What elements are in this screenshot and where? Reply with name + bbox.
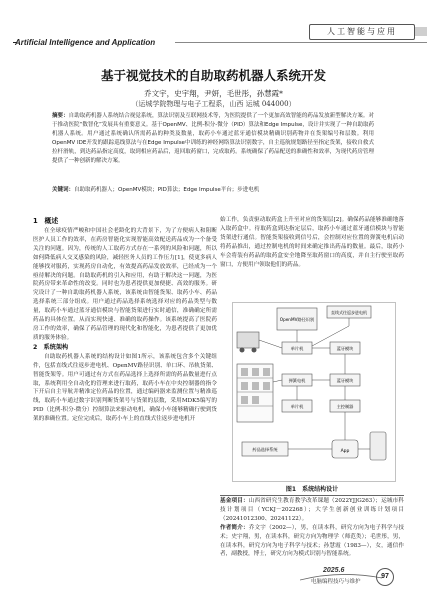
footer-year: 2025.6 xyxy=(323,567,345,574)
node-single-chip-2-label: 单片机 xyxy=(290,404,304,409)
column-label: Artificial Intelligence and Application xyxy=(15,38,156,47)
node-spring-motor xyxy=(282,374,312,386)
keywords-text: 自助取药机器人；OpenMV模块；PID算法；Edge Impulse平台；步进电机 xyxy=(74,187,260,193)
node-motor-label: 直线式往返步进电机 xyxy=(331,310,367,315)
node-openmv-label: OpenMV路径识别 xyxy=(279,317,315,322)
abstract xyxy=(52,112,374,166)
funding-label: 基金项目： xyxy=(220,498,249,504)
system-architecture-diagram xyxy=(232,302,396,482)
section-1-text: 在全球疫情严峻和中国社会老龄化的大背景下，为了方便病人和阻断医护人员工作的效率，在药房智能化实现智能高效配送药品成为一个备受关注的问题。因为，传统的人工取药方式存在一系列的风险和问题，所以如何降低病人交叉感染的风险，减轻医务人员的工作压力[1]，使更多病人能够找对服药，实现药房自动化，有效提高药品发放效率，已经成为一个亟待解决的问题。自助取药机的引入和应用，有助于解决这一问题，为医院药房带来革命性的改变。同时也为患者提供更加便捷、高效的服务。研究设计了一种自助取药机器人系统，该系统由智能货架、取药小车、药品选择系统三部分组成。用户通过药品选择系统选择对应的药品类型与数量，取药小车通过蓝牙通信模块与智能货架进行实时通信，准确确定所需药品的具体位置。从而实现快速、准确的取药操作。该系统提高了医院药房工作的效率，确保了药品管理的现代化和智能化，为患者提供了更加优质的服务体验。 xyxy=(33,228,217,341)
section-2-text: 自助取药机器人系统的结构设计如图1所示，该系统包含多个关键组件，包括直线式往返步进电机、OpenMV路径识别、单口环、吊轨货架、智能货架等。用户可通过有方式在药品选择上选择所需的药品数量进行点取，系统利用全自动化的管理来进行取药，取药小车在中央控制器的指令下开启自主导航并精准定位药品的位置，通过编码器来监测位置与精准巡线，取药小车通过数字识别判断货架号与货架的层数，采用MDK5编写的PID（比例-积分-微分）控制算法来驱动电机，确保小车能够精确行驶到货架的准确位置。定位完成后，取药小车上的直线式往返步进电机开 xyxy=(33,353,217,423)
node-single-chip-2 xyxy=(282,400,312,412)
paper-title: 基于视觉技术的自助取药机器人系统开发 xyxy=(100,68,326,83)
node-main-ctrl-label: 主控制器 xyxy=(336,404,354,409)
column-tag-shade xyxy=(413,27,427,36)
node-single-chip xyxy=(282,342,312,354)
funding-rule xyxy=(220,495,404,496)
node-bt-2-label: 蓝牙模块 xyxy=(336,378,354,383)
paper-authors: 乔文宇，史宇翔，尹妍，毛世彤，孙慧霞* xyxy=(144,89,283,98)
footer-magazine-name: 电脑编程技巧与维护 xyxy=(311,579,361,585)
node-motor xyxy=(327,306,371,318)
figure-caption: 图1 系统结构设计 xyxy=(285,486,339,493)
page-number: 97 xyxy=(376,568,394,586)
node-bt-1 xyxy=(330,342,360,354)
abstract-label: 摘要： xyxy=(52,113,69,119)
funding-text: 山西省研究生教育教学改革课题（2022YJJG263）；运城市科技计划项目（YCKJ－202268）；大学生创新创业训练计划项目（20241012300、20241122）。 xyxy=(220,498,404,522)
node-openmv xyxy=(277,308,317,330)
right-column xyxy=(220,216,404,269)
node-single-chip-label: 单片机 xyxy=(290,346,304,351)
funding-block xyxy=(220,497,404,559)
node-bt-2 xyxy=(330,374,360,386)
author-bio-text: 乔文宇（2002—），男，在读本科，研究方向为电子科学与技术；史宇翔，男，在读本科，研究方向为物理学（师范类）；毛世彤，男，在读本科，研究方向为电子科学与技术；孙慧霞（1983—），女，通信作者，副教授，博士，研究方向为模式识别与智能系统。 xyxy=(220,524,404,558)
right-column-text: 始工作，负责驱动取药盒上升至对应的货架层[2]。确保药品能够准确地落入取药盒中。待取药盒到达指定层后，取药小车通过蓝牙通信模块与智能货架进行通信。智能货架接收到信号后，会控制对应位置的弹簧电机启动将药品推出，通过控制电机的时间来确定推出药品的数量。最后，取药小车会将装有药品的取药盒安全地降至取药窗口的高度，并自主行驶至取药窗口，方便用户领取他们的药品。 xyxy=(220,217,404,268)
node-app-label: App xyxy=(340,449,350,454)
section-1-title: 1 概述 xyxy=(33,217,59,225)
node-spring-motor-label: 弹簧电机 xyxy=(288,378,306,383)
keywords xyxy=(52,185,374,193)
node-app xyxy=(332,440,358,458)
column-tag: 人工智能与应用 xyxy=(309,24,415,40)
paper-affiliation: （运城学院物理与电子工程系，山西 运城 044000） xyxy=(131,100,296,108)
abstract-text: 自助取药机器人系统结合视觉系统，算法识别及互联网技术等，为医院提供了一个更加高效智能的药品发放新型解决方案。对于推动医院“数智化”发展具有重要意义。基于OpenMV、比例-积分-微分（PID）算法和Edge Impulse，设计并实现了一种自助取药机器人系统。用户通过系统确认所需药品的种类及数量，取药小车通过蓝牙通信模块精确识别药物并在货架编号和层数。利用OpenMV IDE开发的跟踪巡线算法与在Edge Impulse中训练的神经网络算法识别数字，自主巡航规划路径至指定货架，接收自救式拉杆滑轨，到达药品指定高度，取到相应药品后，返回取药窗口，完成取药。系统确保了药品配送的准确性和效率，为现代药房管理提供了一种创新的解决方案。 xyxy=(52,113,374,164)
node-main-ctrl xyxy=(330,400,360,412)
smart-shelf-icon xyxy=(237,364,273,422)
section-2-title: 2 系统架构 xyxy=(33,343,69,351)
phone-icon xyxy=(370,432,386,460)
node-drug-select xyxy=(242,442,288,456)
node-drug-select-label: 药品选择系统 xyxy=(252,447,278,452)
left-column xyxy=(33,216,217,424)
header-rule xyxy=(175,42,427,43)
author-bio-label: 作者简介： xyxy=(220,524,249,531)
keywords-label: 关键词： xyxy=(52,187,75,193)
node-bt-1-label: 蓝牙模块 xyxy=(336,346,354,351)
